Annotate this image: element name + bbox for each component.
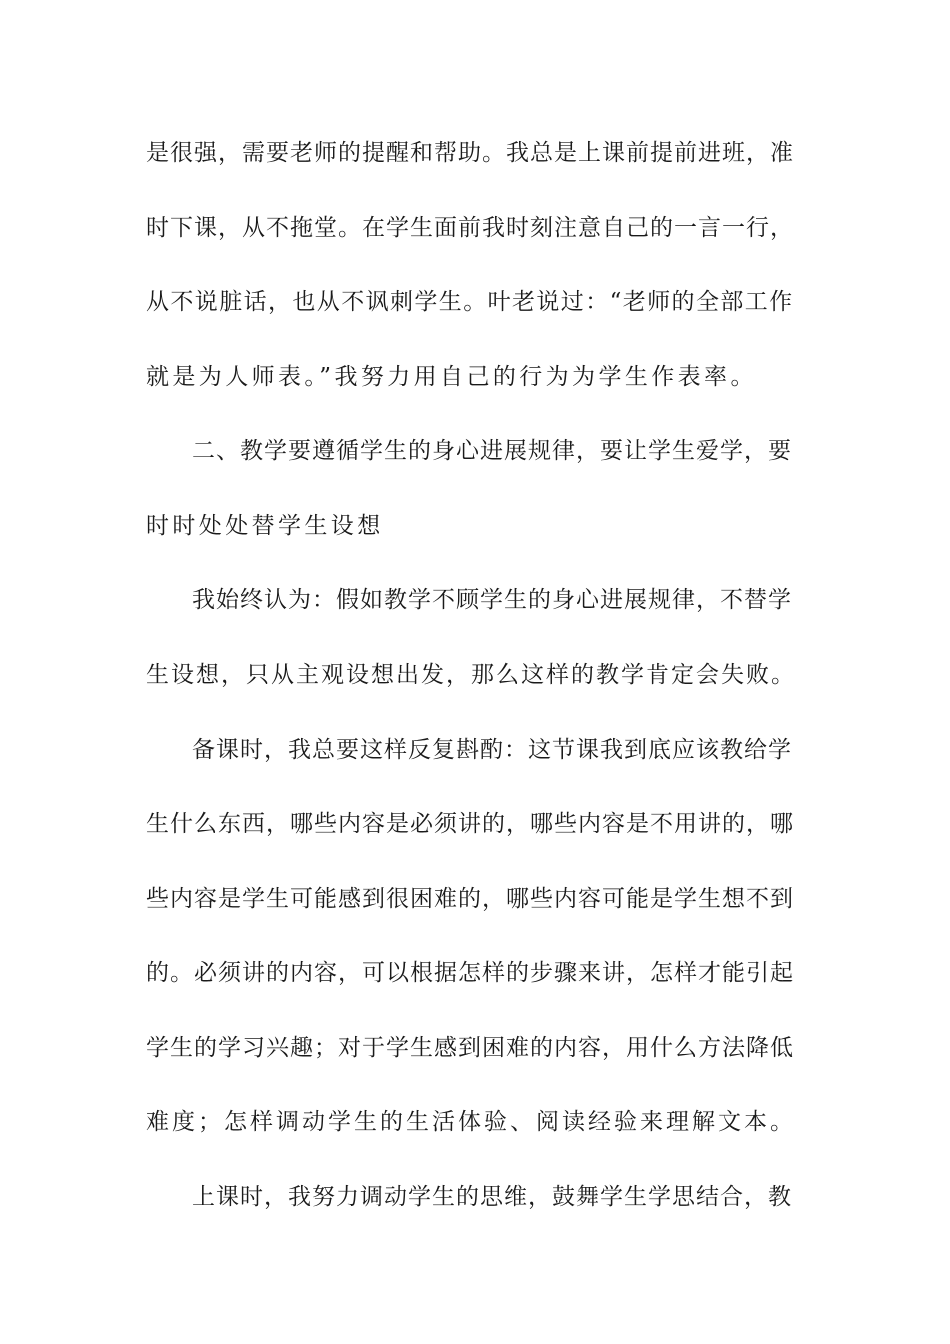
text-line: 生设想，只从主观设想出发，那么这样的教学肯定会失败。 (146, 662, 796, 688)
text-line: 生什么东西，哪些内容是必须讲的，哪些内容是不用讲的，哪 (146, 811, 794, 837)
text-line: 就是为人师表。”我努力用自己的行为为学生作表率。 (146, 364, 757, 390)
heading-line: 二、教学要遵循学生的身心进展规律，要让学生爱学，要 (192, 438, 792, 464)
text-line: 是很强，需要老师的提醒和帮助。我总是上课前提前进班，准 (146, 140, 794, 166)
text-line: 从不说脏话，也从不讽刺学生。叶老说过：“老师的全部工作 (146, 289, 794, 315)
heading-line: 时时处处替学生设想 (146, 513, 384, 539)
text-line: 些内容是学生可能感到很困难的，哪些内容可能是学生想不到 (146, 886, 794, 912)
text-line: 我始终认为：假如教学不顾学生的身心进展规律，不替学 (192, 587, 792, 613)
text-line: 的。必须讲的内容，可以根据怎样的步骤来讲，怎样才能引起 (146, 960, 794, 986)
text-line: 备课时，我总要这样反复斟酌：这节课我到底应该教给学 (192, 737, 792, 763)
text-line: 上课时，我努力调动学生的思维，鼓舞学生学思结合，教 (192, 1184, 792, 1210)
text-line: 学生的学习兴趣；对于学生感到困难的内容，用什么方法降低 (146, 1035, 794, 1061)
text-line: 时下课，从不拖堂。在学生面前我时刻注意自己的一言一行， (146, 215, 794, 241)
text-line: 难度；怎样调动学生的生活体验、阅读经验来理解文本。 (146, 1109, 796, 1135)
